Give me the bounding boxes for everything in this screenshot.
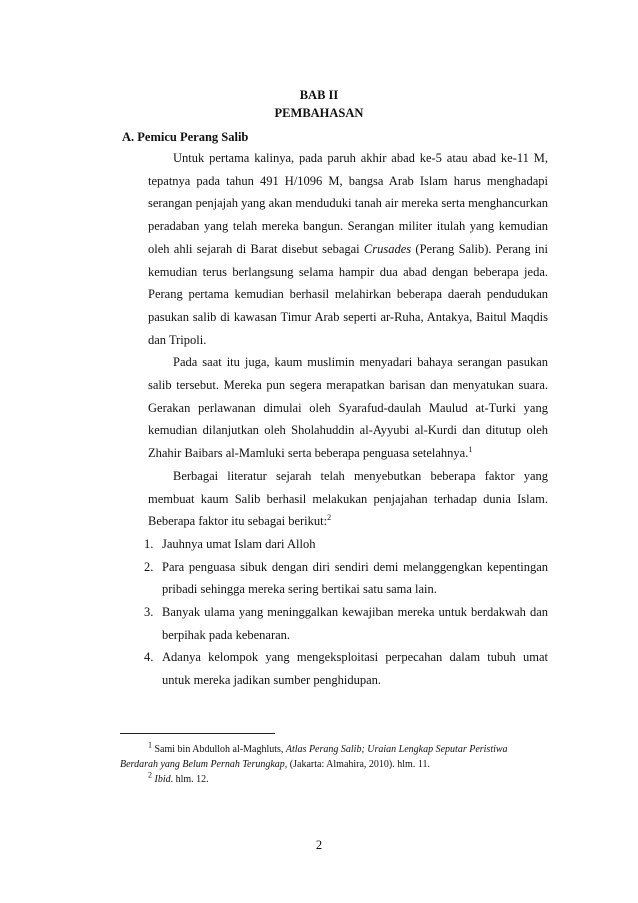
crusades-term: Crusades (363, 241, 412, 256)
list-item (144, 646, 548, 691)
list-item-number: 1. (144, 536, 154, 551)
footnote-2-ibid: Ibid (154, 774, 171, 785)
paragraph-1 (148, 147, 548, 351)
list-item (144, 556, 548, 601)
list-item-number: 4. (144, 650, 154, 665)
paragraph-1-text-b: (Perang Salib). Perang ini kemudian terus berlangsung selama hampir dua abad dengan beberapa jeda. Perang pertama kemudian berhasil melahirkan beberapa daerah pendudukan pasukan salib di kawasan Timur Arab seperti ar-Ruha, Antakya, Baitul Maqdis dan Tripoli. (148, 241, 548, 347)
list-item-text: Jauhnya umat Islam dari Alloh (162, 536, 316, 551)
section-heading: A. Pemicu Perang Salib (122, 130, 249, 144)
list-item-text: Para penguasa sibuk dengan diri sendiri demi melanggengkan kepentingan pribadi sehingga mereka sering bertikai satu sama lain. (162, 559, 548, 597)
footnote-1-book-title: Atlas Perang Salib; Uraian Lengkap Seputar Peristiwa Berdarah yang Belum Pernah Terungkap, (120, 744, 508, 770)
body-text (144, 147, 548, 692)
list-item (144, 533, 548, 556)
list-item (144, 601, 548, 646)
paragraph-2 (148, 351, 548, 465)
footnote-1-author: Sami bin Abdulloh al-Maghluts, (154, 744, 286, 755)
paragraph-3-text: Berbagai literatur sejarah telah menyebutkan beberapa faktor yang membuat kaum Salib berhasil melakukan penjajahan terhadap dunia Islam. Beberapa faktor itu sebagai berikut: (148, 468, 548, 529)
paragraph-1-text-a: Untuk pertama kalinya, pada paruh akhir abad ke-5 atau abad ke-11 M, tepatnya pada tahun 491 H/1096 M, bangsa Arab Islam harus menghadapi serangan penjajah yang akan menduduki tanah air mereka serta menghancurkan peradaban yang telah mereka bangun. Serangan militer itulah yang kemudian oleh ahli sejarah di Barat disebut sebagai (148, 151, 548, 256)
footnote-ref-1[interactable]: 1 (468, 444, 473, 454)
footnote-ref-2[interactable]: 2 (327, 513, 332, 523)
footnote-1-publication: (Jakarta: Almahira, 2010). hlm. 11. (287, 759, 430, 770)
chapter-label: BAB II (299, 88, 339, 102)
page-number: 2 (315, 838, 323, 852)
factor-list (144, 533, 548, 692)
footnote-1 (120, 742, 545, 772)
list-item-text: Adanya kelompok yang mengeksploitasi perpecahan dalam tubuh umat untuk mereka jadikan sumber penghidupan. (162, 650, 548, 688)
footnote-2-page: . hlm. 12. (170, 774, 209, 785)
chapter-title: PEMBAHASAN (274, 106, 364, 120)
paragraph-2-text: Pada saat itu juga, kaum muslimin menyadari bahaya serangan pasukan salib tersebut. Mereka pun segera merapatkan barisan dan menyatukan suara. Gerakan perlawanan dimulai oleh Syarafud-daulah Maulud at-Turki yang kemudian dilanjutkan oleh Sholahuddin al-Ayyubi al-Kurdi dan ditutup oleh Zhahir Baibars al-Mamluki serta beberapa penguasa setelahnya. (148, 355, 548, 461)
footnote-divider (120, 733, 275, 734)
footnote-2-number: 2 (148, 770, 152, 780)
footnote-1-number: 1 (148, 740, 152, 750)
paragraph-3 (148, 465, 548, 533)
footnote-2 (120, 772, 545, 787)
list-item-number: 3. (144, 605, 154, 620)
list-item-text: Banyak ulama yang meninggalkan kewajiban mereka untuk berdakwah dan berpihak pada kebenaran. (162, 605, 548, 642)
list-item-number: 2. (144, 559, 154, 574)
